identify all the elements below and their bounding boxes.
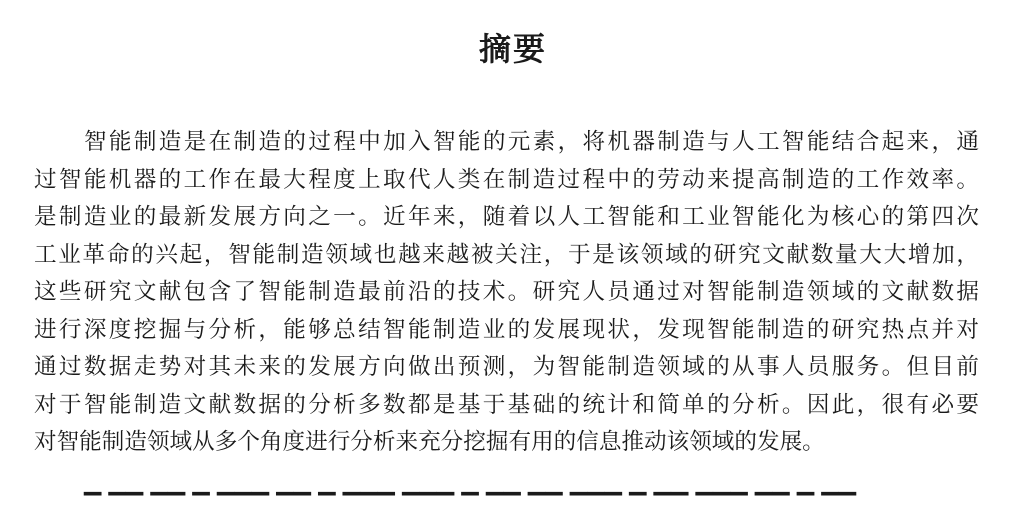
abstract-line: 进行深度挖掘与分析，能够总结智能制造业的发展现状，发现智能制造的研究热点并对: [34, 316, 979, 343]
abstract-line: 是制造业的最新发展方向之一。近年来，随着以人工智能和工业智能化为核心的第四次: [34, 204, 979, 230]
abstract-line: 通过数据走势对其未来的发展方向做出预测，为智能制造领域的从事人员服务。但目前: [34, 354, 979, 380]
abstract-line: 工业革命的兴起，智能制造领域也越来越被关注，于是该领域的研究文献数量大大增加，: [34, 241, 979, 268]
abstract-title: 摘要: [478, 30, 547, 68]
abstract-line: 智能制造是在制造的过程中加入智能的元素，将机器制造与人工智能结合起来，通: [84, 129, 979, 155]
abstract-line: 对智能制造领域从多个角度进行分析来充分挖掘有用的信息推动该领域的发展。: [34, 429, 825, 455]
next-paragraph-cropped: [0, 492, 1026, 519]
abstract-body: [34, 124, 979, 462]
abstract-line: 这些研究文献包含了智能制造最前沿的技术。研究人员通过对智能制造领域的文献数据: [34, 279, 979, 305]
abstract-line: 对于智能制造文献数据的分析多数都是基于基础的统计和简单的分析。因此，很有必要: [34, 391, 979, 418]
abstract-line: 过智能机器的工作在最大程度上取代人类在制造过程中的劳动来提高制造的工作效率。: [34, 166, 979, 193]
cropped-text-fragment: ▔ ▔▔ ▔▔ ▔ ▔▔▔ ▔▔ ▔ ▔▔▔ ▔▔▔ ▔ ▔▔ ▔▔ ▔▔▔ ▔ ▔▔ ▔▔▔ ▔▔ ▔ ▔▔: [84, 493, 857, 519]
